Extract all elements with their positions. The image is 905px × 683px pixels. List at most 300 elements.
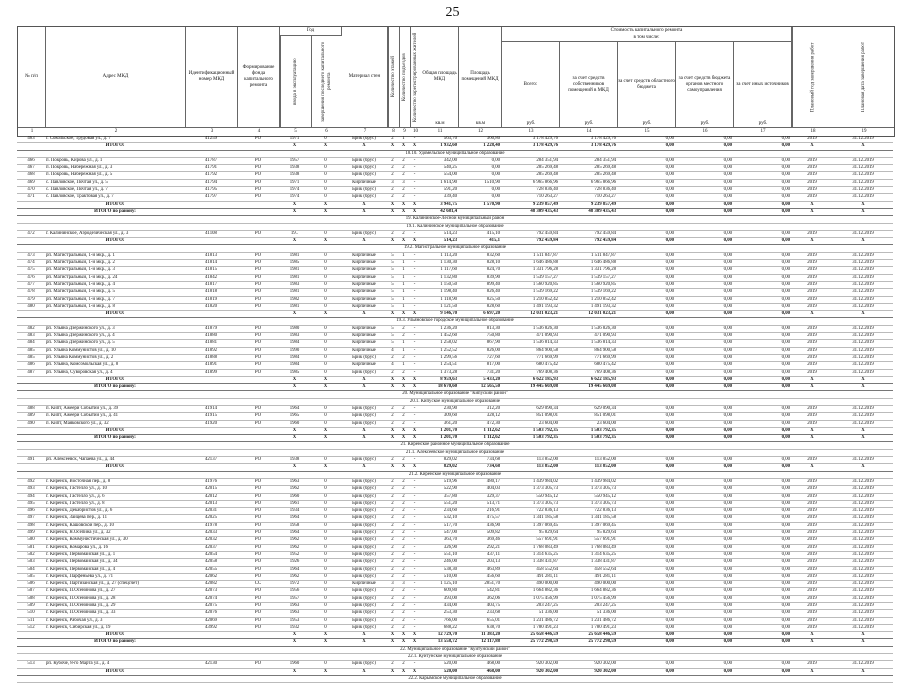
table-cell: рп. Алексеевск, Чапаева ул., д. 44 [46, 457, 115, 463]
table-cell: X [390, 668, 395, 674]
table-cell: Брик (брус) [352, 573, 376, 579]
table-cell: X [401, 435, 406, 441]
table-cell: Брик (брус) [352, 530, 376, 536]
table-cell: с. Павловское, Трактовая ул., д. 7 [46, 194, 114, 200]
table-cell: рп. Ульяна Коммунистов ул., д. 2 [46, 354, 114, 360]
table-cell: 31.12.2019 [852, 573, 874, 579]
table-cell: X [412, 668, 417, 674]
table-cell: 0 [324, 413, 327, 419]
table-cell: 492 [27, 478, 35, 484]
table-cell: 2 [391, 486, 394, 492]
table-cell: 2 [402, 551, 405, 557]
total-row [17, 377, 893, 384]
table-cell: 826,00 [486, 347, 500, 353]
table-cell: - [413, 486, 416, 492]
table-cell: 41891 [205, 362, 217, 368]
table-cell: РО [254, 260, 262, 266]
table-cell: 2019 [807, 362, 817, 368]
table-cell: 0,00 [723, 573, 732, 579]
section-heading: 21. Киренское районное муниципальное образование [400, 442, 510, 448]
table-cell: 0 [324, 588, 327, 594]
table-cell: 0,00 [723, 559, 732, 565]
section-heading: 20.1. Кипуское муниципальное образование [409, 398, 501, 404]
table-cell: РО [254, 267, 262, 273]
table-cell: 506 [27, 581, 35, 587]
table-cell: рп. Ульяна Дзержинского ул., д. 3 [46, 325, 115, 331]
table-cell: X [292, 464, 297, 470]
table-cell: 828,10 [486, 260, 500, 266]
table-cell: 0,00 [781, 573, 790, 579]
table-cell: Кирпичные [352, 267, 376, 273]
table-row [17, 588, 893, 595]
table-cell: 499 [27, 530, 35, 536]
table-cell: 5 [391, 260, 394, 266]
table-cell: 2 [391, 537, 394, 543]
table-cell: 867,90 [486, 340, 500, 346]
table-cell: - [413, 420, 416, 426]
table-cell: г. Киренск, Кашовской пер., д. 10 [46, 522, 114, 528]
table-cell: 1 228,40 [483, 143, 500, 149]
column-number: 6 [325, 129, 328, 134]
table-cell: 0,00 [665, 478, 674, 484]
table-cell: 95 829,64 [538, 530, 558, 536]
table-cell: 1964 [289, 530, 300, 536]
table-cell: 0,00 [665, 362, 674, 368]
table-cell: 0,00 [723, 274, 732, 280]
table-cell: 0,00 [665, 260, 674, 266]
table-cell: 851 098,01 [536, 413, 558, 419]
table-cell: X [810, 311, 814, 317]
table-cell: 1985 [289, 369, 300, 375]
table-cell: 2 [402, 537, 405, 543]
table-cell: 2 [391, 508, 394, 514]
table-cell: 2 [402, 515, 405, 521]
table-cell: 285 269,48 [536, 165, 558, 171]
table-cell: 550 945,12 [594, 493, 616, 499]
table-cell: 2019 [807, 537, 817, 543]
table-cell: 680 475,42 [536, 362, 558, 368]
table-cell: Кирпичные [352, 252, 376, 258]
table-cell: Брик (брус) [352, 457, 376, 463]
table-row [17, 581, 893, 588]
table-cell: X [861, 464, 865, 470]
table-cell: 31.12.2019 [852, 289, 874, 295]
table-cell: 1952 [289, 551, 300, 557]
table-cell: РО [254, 333, 262, 339]
table-cell: 0,00 [665, 661, 674, 667]
table-cell: 0 [324, 420, 327, 426]
section-heading-row [17, 442, 893, 449]
table-cell: X [323, 632, 328, 638]
table-cell: X [292, 639, 297, 645]
table-cell: 2019 [807, 624, 817, 630]
table-cell: X [810, 384, 814, 390]
table-cell: 1981 [289, 289, 300, 295]
table-cell: 284 351,94 [536, 157, 558, 163]
table-cell: 95 829,64 [596, 530, 616, 536]
table-row [17, 530, 893, 537]
table-cell: 1934 [289, 508, 300, 514]
total-row [17, 464, 893, 471]
table-cell: 0,00 [665, 420, 674, 426]
table-cell: 42137 [205, 457, 217, 463]
table-cell: Брик (брус) [352, 369, 376, 375]
table-row [17, 348, 893, 355]
table-cell: Брик (брус) [352, 187, 376, 193]
table-cell: 0,00 [781, 296, 790, 302]
table-cell: 357,80 [443, 493, 457, 499]
table-cell: 1 539 169,22 [590, 289, 616, 295]
table-cell: рп. Магистральный, 1-й мкр., д. 3 [46, 267, 115, 273]
table-cell: 0,00 [491, 194, 500, 200]
table-cell: 520,00 [443, 668, 457, 674]
table-cell: X [323, 668, 328, 674]
table-cell: Кирпичные [352, 289, 376, 295]
table-cell: 0,00 [723, 165, 732, 171]
table-cell: 1 646 486,88 [590, 260, 616, 266]
table-cell: 1 539 169,22 [532, 289, 558, 295]
table-cell: X [861, 143, 865, 149]
table-cell: X [412, 427, 417, 433]
table-cell: - [413, 157, 416, 163]
table-cell: 2 [402, 624, 405, 630]
table-cell: - [413, 537, 416, 543]
table-cell: - [413, 500, 416, 506]
table-cell: X [810, 201, 814, 207]
table-cell: 508 [27, 595, 35, 601]
header-year-commission: ввода в эксплуатацию [280, 36, 311, 127]
table-cell: 0,00 [665, 573, 674, 579]
table-cell: 813,30 [486, 325, 500, 331]
table-cell: 1 236,20 [440, 325, 457, 331]
table-cell: 0,00 [723, 617, 732, 623]
table-cell: X [390, 201, 395, 207]
table-cell: РО [254, 544, 262, 550]
table-cell: 471 [27, 194, 35, 200]
table-cell: 554,00 [443, 172, 457, 178]
table-cell: 538,30 [443, 566, 457, 572]
table-cell: 2019 [807, 281, 817, 287]
table-cell: 829,02 [443, 457, 457, 463]
table-cell: 0,00 [781, 362, 790, 368]
table-cell: 0,00 [665, 311, 674, 317]
table-cell: 0,00 [723, 354, 732, 360]
table-cell: 31.12.2019 [852, 588, 874, 594]
table-cell: 2019 [807, 617, 817, 623]
table-cell: 0,00 [781, 544, 790, 550]
table-cell: с. Павловское, Почтая ул., д. 7 [46, 187, 108, 193]
table-cell: - [413, 340, 416, 346]
table-cell: ИТОГО: [105, 464, 125, 470]
table-cell: 23 604,00 [538, 420, 558, 426]
table-cell: 517,70 [443, 522, 457, 528]
table-cell: 0,00 [665, 354, 674, 360]
table-cell: 0,00 [723, 457, 732, 463]
column-number: 9 [403, 129, 406, 134]
total-row [17, 209, 893, 216]
table-cell: 2019 [807, 267, 817, 273]
table-cell: 0,00 [723, 333, 732, 339]
table-cell: 2 [402, 157, 405, 163]
table-cell: 31.12.2019 [852, 172, 874, 178]
table-row [17, 508, 893, 515]
header-cost-sub: в том числе: [502, 35, 792, 42]
table-cell: 1 768 083,49 [590, 544, 616, 550]
table-cell: 0 [324, 325, 327, 331]
table-cell: 920 302,00 [594, 668, 616, 674]
table-cell: 1 439 984,02 [532, 478, 558, 484]
table-cell: 437,11 [486, 551, 500, 557]
table-cell: 363,70 [443, 537, 457, 543]
table-cell: 0,00 [665, 296, 674, 302]
table-cell: СС [254, 581, 262, 587]
unit-rub-owners: руб. [584, 120, 594, 126]
table-cell: 0,00 [665, 457, 674, 463]
table-cell: 1938 [289, 457, 300, 463]
table-cell: 42033 [205, 530, 217, 536]
table-cell: 1960 [289, 420, 300, 426]
table-cell: 2019 [807, 457, 817, 463]
table-row [17, 231, 893, 238]
table-cell: 1932 [289, 624, 300, 630]
table-cell: 41976 [205, 478, 217, 484]
table-cell: 4 [391, 362, 394, 368]
table-cell: 113 852,00 [594, 464, 616, 470]
table-cell: 792 459,84 [536, 230, 558, 236]
table-cell: 0,00 [723, 595, 732, 601]
table-cell: 0,00 [723, 508, 732, 514]
table-cell: 203 247,25 [536, 603, 558, 608]
table-cell: 2019 [807, 296, 817, 302]
table-cell: 113 852,00 [594, 457, 616, 463]
table-cell: 0,00 [781, 143, 790, 149]
table-cell: X [292, 143, 297, 149]
table-cell: г. Киренск, Парфеньева ул., д. 71 [46, 573, 114, 579]
table-cell: 2 [402, 530, 405, 536]
table-cell: 0,00 [723, 260, 732, 266]
table-cell: 1 341 185,58 [532, 515, 558, 521]
table-cell: 31.12.2019 [852, 296, 874, 302]
table-cell: 31.12.2019 [852, 624, 874, 630]
table-cell: 497 [27, 515, 35, 521]
table-cell: РО [254, 347, 262, 353]
table-cell: 0,00 [723, 172, 732, 178]
table-cell: 0 [324, 165, 327, 171]
table-cell: 2 [402, 500, 405, 506]
table-cell: РО [254, 252, 262, 258]
table-cell: 2 [391, 595, 394, 601]
table-cell: 2019 [807, 478, 817, 484]
unit-rub-regional: руб. [642, 120, 652, 126]
table-cell: 31.12.2019 [852, 187, 874, 193]
table-cell: 1964 [289, 515, 300, 521]
table-cell: Кирпичные [352, 347, 376, 353]
table-cell: 0,00 [723, 624, 732, 630]
table-cell: 216,91 [486, 508, 500, 514]
table-cell: 403,75 [486, 603, 500, 608]
table-cell: 0,00 [665, 340, 674, 346]
table-cell: 0 [324, 530, 327, 536]
table-cell: 2 [391, 566, 394, 572]
table-cell: 750,80 [486, 333, 500, 339]
table-cell: 0,00 [723, 340, 732, 346]
table-cell: 31.12.2019 [852, 661, 874, 667]
table-cell: 495 [27, 500, 35, 506]
total-row [17, 238, 893, 245]
table-cell: 2019 [807, 420, 817, 426]
table-cell: Брик (брус) [352, 508, 376, 514]
table-cell: 0 [324, 260, 327, 266]
table-cell: - [413, 194, 416, 200]
table-cell: 609,80 [443, 588, 457, 594]
table-cell: X [401, 632, 406, 638]
table-cell: 2 [391, 617, 394, 623]
table-cell: 0,00 [781, 624, 790, 630]
table-cell: 1 511 847,87 [590, 252, 616, 258]
table-cell: 2 [391, 500, 394, 506]
table-cell: 1 331 796,28 [590, 267, 616, 273]
table-cell: 1963 [289, 478, 300, 484]
table-cell: 509,82 [486, 530, 500, 536]
table-cell: 1 397 069,45 [590, 522, 616, 528]
table-cell: 0,00 [665, 274, 674, 280]
table-cell: 1 [402, 362, 405, 368]
table-cell: 0,00 [665, 201, 674, 207]
table-cell: 8 959,63 [440, 376, 457, 382]
table-cell: 0,00 [781, 420, 790, 426]
table-cell: г. Киренск, Гастелло ул., д. 8 [46, 500, 105, 506]
table-cell: 2 [391, 515, 394, 521]
table-cell: 2019 [807, 405, 817, 411]
table-cell: 43992 [205, 624, 217, 630]
table-cell: 31.12.2019 [852, 566, 874, 572]
table-cell: 0,00 [723, 238, 732, 244]
table-cell: 3 178 429,76 [590, 143, 616, 149]
table-cell: РО [254, 515, 262, 521]
table-cell: 0,00 [665, 369, 674, 375]
table-cell: 2 [391, 354, 394, 360]
table-cell: 1 [402, 274, 405, 280]
table-cell: 0 [324, 362, 327, 368]
table-cell: 42055 [205, 566, 217, 572]
table-cell: 31.12.2019 [852, 500, 874, 506]
table-cell: 2019 [807, 260, 817, 266]
table-cell: 48 309 435,43 [588, 208, 616, 214]
table-cell: 2 [391, 457, 394, 463]
table-cell: 0,00 [723, 347, 732, 353]
table-cell: РО [254, 588, 262, 594]
table-cell: - [413, 325, 416, 331]
table-cell: 1 341 185,58 [590, 515, 616, 521]
table-cell: 31.12.2019 [852, 486, 874, 492]
table-cell: - [413, 179, 416, 185]
table-cell: 468,00 [486, 668, 500, 674]
section-heading-row [17, 399, 893, 406]
table-cell: 0,00 [781, 581, 790, 587]
table-row [17, 537, 893, 544]
table-cell: 2019 [807, 588, 817, 594]
table-cell: г. Киренск, Сибирская ул., д. 19 [46, 624, 111, 630]
table-cell: 1963 [289, 610, 300, 616]
table-cell: 285 269,48 [594, 165, 616, 171]
table-cell: 3 [391, 581, 394, 587]
table-cell: 0,00 [781, 508, 790, 514]
table-cell: 2 [391, 551, 394, 557]
table-cell: 468 [27, 172, 35, 178]
table-cell: X [861, 435, 865, 441]
table-cell: X [362, 464, 366, 470]
table-cell: рп. Ульяна Дзержинского ул., д. 5 [46, 340, 115, 346]
table-row [17, 625, 893, 632]
table-cell: 1 [402, 252, 405, 258]
table-cell: 41787 [205, 157, 217, 163]
table-cell: 1 539 157,27 [532, 274, 558, 280]
table-cell: Кирпичные [352, 303, 376, 309]
table-cell: X [292, 208, 297, 214]
table-cell: 1 231 486,72 [532, 617, 558, 623]
table-cell: 532,10 [443, 515, 457, 521]
table-cell: 1 314 635,25 [532, 551, 558, 557]
table-cell: 487 [27, 369, 35, 375]
table-cell: 0,00 [781, 478, 790, 484]
table-cell: 1 075 456,99 [532, 595, 558, 601]
table-cell: 0,00 [665, 281, 674, 287]
table-cell: 1 503 792,35 [532, 427, 558, 433]
table-cell: 0,00 [781, 551, 790, 557]
table-row [17, 158, 893, 165]
section-heading-row [17, 676, 893, 683]
table-cell: 0,00 [781, 668, 790, 674]
table-cell: 5 [391, 252, 394, 258]
table-cell: 0,00 [665, 530, 674, 536]
table-cell: РО [254, 340, 262, 346]
table-cell: 1981 [289, 274, 300, 280]
table-cell: 0,00 [723, 478, 732, 484]
table-cell: 233,68 [486, 610, 500, 616]
table-cell: 3 178 429,76 [590, 136, 616, 141]
table-row [17, 501, 893, 508]
table-row [17, 326, 893, 333]
table-cell: 1 536 814,33 [532, 340, 558, 346]
table-cell: 41819 [205, 296, 217, 302]
table-cell: X [810, 238, 814, 244]
table-cell: 0,00 [665, 384, 674, 390]
table-cell: 1960 [289, 493, 300, 499]
column-number: 7 [363, 129, 367, 134]
table-cell: 485 [27, 354, 35, 360]
table-cell: X [861, 668, 865, 674]
table-cell: 0,00 [665, 289, 674, 295]
table-cell: X [323, 201, 328, 207]
table-row [17, 661, 893, 668]
table-cell: Брик (брус) [352, 588, 376, 594]
table-cell: 509 [27, 603, 35, 608]
table-cell: - [413, 289, 416, 295]
table-cell: 0,00 [723, 661, 732, 667]
table-cell: 234,60 [443, 508, 457, 514]
table-cell: 0,00 [781, 201, 790, 207]
table-cell: 471 090,93 [536, 333, 558, 339]
table-cell: 1 560 920,85 [532, 281, 558, 287]
table-cell: Брик (брус) [352, 405, 376, 411]
table-cell: 2 [391, 478, 394, 484]
table-cell: 1 254,51 [440, 362, 457, 368]
table-cell: 0,00 [723, 303, 732, 309]
table-cell: 1981 [289, 303, 300, 309]
table-cell: - [413, 493, 416, 499]
table-cell: X [362, 311, 366, 317]
table-cell: 0,00 [723, 515, 732, 521]
